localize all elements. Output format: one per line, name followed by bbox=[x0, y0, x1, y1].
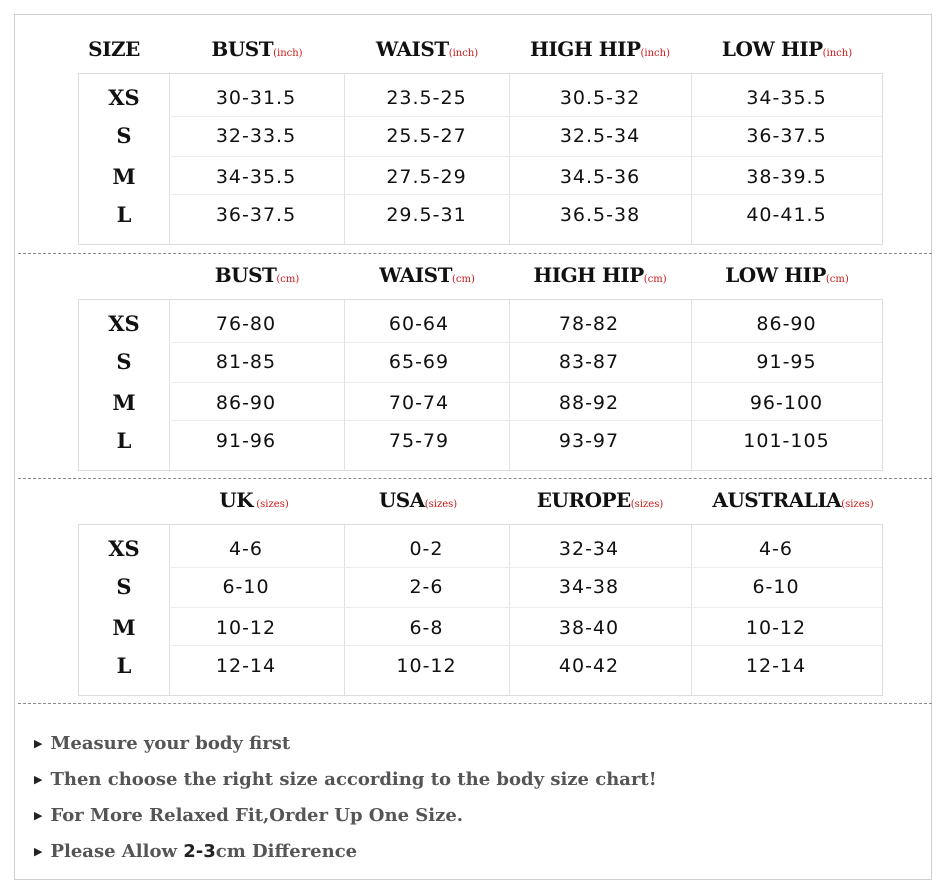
high-hip-value: 34.5-36 bbox=[559, 166, 641, 188]
inch-size-table bbox=[78, 73, 883, 245]
high-hip-value: 88-92 bbox=[558, 392, 620, 414]
header-europe-sizes: EUROPE(sizes) bbox=[536, 488, 664, 512]
australia-value: 4-6 bbox=[758, 538, 794, 560]
cm-size-table bbox=[78, 299, 883, 471]
note-item: ▶ Measure your body first bbox=[34, 733, 291, 754]
high-hip-value: 30.5-32 bbox=[559, 87, 641, 109]
header-waist-inch: WAIST(inch) bbox=[375, 37, 479, 61]
europe-value: 34-38 bbox=[558, 576, 620, 598]
header-high-hip-inch: HIGH HIP(inch) bbox=[530, 37, 670, 61]
bust-value: 86-90 bbox=[215, 392, 277, 414]
triangle-bullet-icon: ▶ bbox=[34, 845, 43, 858]
table-row bbox=[79, 530, 884, 568]
low-hip-value: 96-100 bbox=[749, 392, 824, 414]
waist-value: 75-79 bbox=[388, 430, 450, 452]
uk-value: 6-10 bbox=[222, 576, 270, 598]
header-uk-sizes: UK (sizes) bbox=[219, 488, 289, 512]
size-notes bbox=[34, 726, 657, 870]
note-item: ▶ For More Relaxed Fit,Order Up One Size. bbox=[34, 805, 464, 826]
size-label: XS bbox=[108, 85, 140, 110]
section-divider bbox=[18, 478, 932, 479]
waist-value: 65-69 bbox=[388, 351, 450, 373]
waist-value: 23.5-25 bbox=[386, 87, 467, 109]
size-label: L bbox=[116, 428, 132, 453]
low-hip-value: 34-35.5 bbox=[746, 87, 827, 109]
table-row bbox=[79, 647, 884, 685]
high-hip-value: 78-82 bbox=[558, 313, 620, 335]
table-row bbox=[79, 384, 884, 422]
bust-value: 76-80 bbox=[215, 313, 277, 335]
europe-value: 40-42 bbox=[558, 655, 620, 677]
low-hip-value: 38-39.5 bbox=[746, 166, 827, 188]
size-label: L bbox=[116, 653, 132, 678]
header-usa-sizes: USA(sizes) bbox=[378, 488, 458, 512]
low-hip-value: 91-95 bbox=[756, 351, 817, 373]
note-item: ▶ Please Allow 2-3cm Difference bbox=[34, 841, 358, 862]
size-label: M bbox=[112, 390, 136, 415]
header-low-hip-inch: LOW HIP(inch) bbox=[721, 37, 853, 61]
high-hip-value: 36.5-38 bbox=[559, 204, 641, 226]
bust-value: 30-31.5 bbox=[215, 87, 297, 109]
low-hip-value: 36-37.5 bbox=[746, 125, 827, 147]
size-label: XS bbox=[108, 536, 140, 561]
header-high-hip-cm: HIGH HIP(cm) bbox=[533, 263, 667, 287]
table-row bbox=[79, 609, 884, 647]
header-bust-inch: BUST(inch) bbox=[211, 37, 303, 61]
section-divider bbox=[18, 703, 932, 704]
size-label: M bbox=[112, 164, 136, 189]
usa-value: 6-8 bbox=[409, 617, 444, 639]
uk-value: 10-12 bbox=[215, 617, 277, 639]
usa-value: 2-6 bbox=[409, 576, 444, 598]
waist-value: 70-74 bbox=[388, 392, 450, 414]
inch-header-row bbox=[0, 32, 950, 66]
high-hip-value: 83-87 bbox=[558, 351, 620, 373]
australia-value: 12-14 bbox=[745, 655, 807, 677]
bust-value: 32-33.5 bbox=[215, 125, 297, 147]
cm-header-row bbox=[0, 258, 950, 292]
size-label: L bbox=[116, 202, 132, 227]
table-row bbox=[79, 422, 884, 460]
low-hip-value: 101-105 bbox=[743, 430, 830, 452]
waist-value: 29.5-31 bbox=[386, 204, 467, 226]
table-row bbox=[79, 79, 884, 117]
region-size-table bbox=[78, 524, 883, 696]
table-row bbox=[79, 568, 884, 606]
europe-value: 38-40 bbox=[558, 617, 620, 639]
bust-value: 91-96 bbox=[215, 430, 277, 452]
uk-value: 4-6 bbox=[228, 538, 264, 560]
waist-value: 27.5-29 bbox=[386, 166, 467, 188]
australia-value: 10-12 bbox=[745, 617, 807, 639]
size-label: S bbox=[116, 574, 132, 599]
table-row bbox=[79, 343, 884, 381]
low-hip-value: 86-90 bbox=[756, 313, 817, 335]
note-item: ▶ Then choose the right size according to the body size chart! bbox=[34, 769, 657, 790]
low-hip-value: 40-41.5 bbox=[746, 204, 827, 226]
waist-value: 60-64 bbox=[388, 313, 450, 335]
size-label: S bbox=[116, 123, 132, 148]
waist-value: 25.5-27 bbox=[386, 125, 467, 147]
size-header: SIZE bbox=[88, 37, 140, 61]
size-label: XS bbox=[108, 311, 140, 336]
europe-value: 32-34 bbox=[558, 538, 620, 560]
size-label: M bbox=[112, 615, 136, 640]
australia-value: 6-10 bbox=[752, 576, 800, 598]
header-australia-sizes: AUSTRALIA(sizes) bbox=[712, 488, 874, 512]
triangle-bullet-icon: ▶ bbox=[34, 773, 43, 786]
table-row bbox=[79, 196, 884, 234]
table-row bbox=[79, 117, 884, 155]
bust-value: 34-35.5 bbox=[215, 166, 297, 188]
header-bust-cm: BUST(cm) bbox=[214, 263, 300, 287]
usa-value: 10-12 bbox=[396, 655, 457, 677]
table-row bbox=[79, 158, 884, 196]
size-label: S bbox=[116, 349, 132, 374]
triangle-bullet-icon: ▶ bbox=[34, 809, 43, 822]
high-hip-value: 93-97 bbox=[558, 430, 620, 452]
triangle-bullet-icon: ▶ bbox=[34, 737, 43, 750]
high-hip-value: 32.5-34 bbox=[559, 125, 641, 147]
header-low-hip-cm: LOW HIP(cm) bbox=[725, 263, 849, 287]
bust-value: 81-85 bbox=[215, 351, 277, 373]
uk-value: 12-14 bbox=[215, 655, 277, 677]
section-divider bbox=[18, 253, 932, 254]
header-waist-cm: WAIST(cm) bbox=[379, 263, 475, 287]
table-row bbox=[79, 305, 884, 343]
bust-value: 36-37.5 bbox=[215, 204, 297, 226]
usa-value: 0-2 bbox=[409, 538, 444, 560]
region-header-row bbox=[0, 483, 950, 517]
